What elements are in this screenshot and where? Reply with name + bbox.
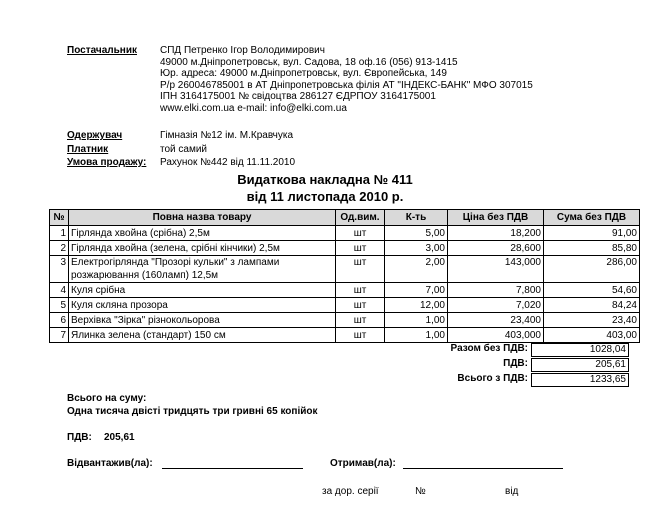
- subtotal-label: Разом без ПДВ:: [450, 343, 528, 354]
- total-label: Всього з ПДВ:: [457, 373, 528, 384]
- col-header-price: Ціна без ПДВ: [448, 210, 544, 226]
- row-qty: 12,00: [385, 298, 448, 313]
- goods-table: [49, 209, 640, 343]
- row-price: 23,400: [448, 313, 544, 328]
- supplier-label: Постачальник: [67, 45, 137, 56]
- payer-value: той самий: [160, 144, 208, 155]
- supplier-bank-account: Р/р 260046785001 в АТ Дніпропетровська філія АТ "ІНДЕКС-БАНК" МФО 307015: [160, 79, 533, 91]
- col-header-qty: К-ть: [385, 210, 448, 226]
- row-number: 1: [50, 226, 69, 241]
- row-number: 3: [50, 256, 69, 283]
- summary-vat-label: ПДВ:: [67, 432, 92, 443]
- row-name: Ялинка зелена (стандарт) 150 см: [69, 328, 336, 343]
- total-value: 1233,65: [531, 373, 629, 387]
- row-price: 403,000: [448, 328, 544, 343]
- row-qty: 5,00: [385, 226, 448, 241]
- supplier-name: СПД Петренко Ігор Володимирович: [160, 45, 325, 56]
- row-price: 18,200: [448, 226, 544, 241]
- row-sum: 85,80: [544, 241, 640, 256]
- row-qty: 2,00: [385, 256, 448, 283]
- row-number: 5: [50, 298, 69, 313]
- terms-value: Рахунок №442 від 11.11.2010: [160, 157, 296, 168]
- row-sum: 84,24: [544, 298, 640, 313]
- row-sum: 23,40: [544, 313, 640, 328]
- row-name: Гірлянда хвойна (зелена, срібні кінчики) 2,5м: [69, 241, 336, 256]
- table-header-row: [50, 210, 640, 226]
- terms-label: Умова продажу:: [67, 157, 147, 168]
- row-name: Куля скляна прозора: [69, 298, 336, 313]
- row-unit: шт: [336, 226, 385, 241]
- vat-value: 205,61: [531, 358, 629, 372]
- row-unit: шт: [336, 256, 385, 283]
- shipped-by-label: Відвантажив(ла):: [67, 458, 153, 469]
- supplier-address: 49000 м.Дніпропетровськ, вул. Садова, 18 оф.16 (056) 913-1415: [160, 56, 458, 68]
- row-price: 143,000: [448, 256, 544, 283]
- row-name: Електрогірлянда "Прозорі кульки" з лампами: [71, 257, 280, 268]
- row-sum: 286,00: [544, 256, 640, 283]
- proxy-number-label: №: [415, 486, 426, 497]
- received-by-label: Отримав(ла):: [330, 458, 396, 469]
- row-number: 7: [50, 328, 69, 343]
- row-number: 6: [50, 313, 69, 328]
- row-number: 4: [50, 283, 69, 298]
- col-header-name: Повна назва товару: [69, 210, 336, 226]
- row-qty: 1,00: [385, 313, 448, 328]
- proxy-date-label: від: [505, 486, 519, 497]
- row-qty: 7,00: [385, 283, 448, 298]
- sum-label: Всього на суму:: [67, 393, 147, 404]
- table-row: [50, 283, 640, 298]
- row-name-cell: [69, 256, 336, 283]
- shipped-by-signature-line[interactable]: [162, 468, 303, 469]
- table-row: [50, 328, 640, 343]
- table-row: [50, 241, 640, 256]
- row-unit: шт: [336, 313, 385, 328]
- row-price: 7,020: [448, 298, 544, 313]
- proxy-series-label: за дор. серії: [322, 486, 379, 497]
- row-name: Верхівка "Зірка" різнокольорова: [69, 313, 336, 328]
- row-name: Гірлянда хвойна (срібна) 2,5м: [69, 226, 336, 241]
- table-row: [50, 313, 640, 328]
- supplier-legal-address: Юр. адреса: 49000 м.Дніпропетровськ, вул. Європейська, 149: [160, 68, 447, 79]
- row-qty: 3,00: [385, 241, 448, 256]
- col-header-number: №: [50, 210, 69, 226]
- row-name-continued: розжарювання (160ламп) 12,5м: [71, 270, 219, 281]
- table-row: [50, 226, 640, 241]
- table-row: [50, 256, 640, 283]
- received-by-signature-line[interactable]: [403, 468, 563, 469]
- row-unit: шт: [336, 298, 385, 313]
- row-qty: 1,00: [385, 328, 448, 343]
- row-unit: шт: [336, 283, 385, 298]
- table-row: [50, 298, 640, 313]
- payer-label: Платник: [67, 144, 109, 155]
- row-sum: 54,60: [544, 283, 640, 298]
- row-sum: 91,00: [544, 226, 640, 241]
- sum-in-words: Одна тисяча двісті тридцять три гривні 65 копійок: [67, 406, 318, 417]
- row-sum: 403,00: [544, 328, 640, 343]
- supplier-details: [160, 45, 533, 114]
- row-unit: шт: [336, 241, 385, 256]
- row-number: 2: [50, 241, 69, 256]
- col-header-sum: Сума без ПДВ: [544, 210, 640, 226]
- recipient-value: Гімназія №12 ім. М.Кравчука: [160, 130, 294, 141]
- vat-label: ПДВ:: [503, 358, 528, 369]
- row-price: 28,600: [448, 241, 544, 256]
- row-price: 7,800: [448, 283, 544, 298]
- document-title: Видаткова накладна № 411: [237, 172, 413, 187]
- document-date: від 11 листопада 2010 р.: [246, 189, 404, 204]
- supplier-contacts: www.elki.com.ua e-mail: info@elki.com.ua: [160, 102, 347, 114]
- row-name: Куля срібна: [69, 283, 336, 298]
- summary-vat-value: 205,61: [104, 432, 135, 443]
- recipient-label: Одержувач: [67, 130, 123, 141]
- subtotal-value: 1028,04: [531, 343, 629, 357]
- row-unit: шт: [336, 328, 385, 343]
- col-header-unit: Од.вим.: [336, 210, 385, 226]
- supplier-tax-ids: ІПН 3164175001 № свідоцтва 286127 ЄДРПОУ 3164175001: [160, 91, 436, 102]
